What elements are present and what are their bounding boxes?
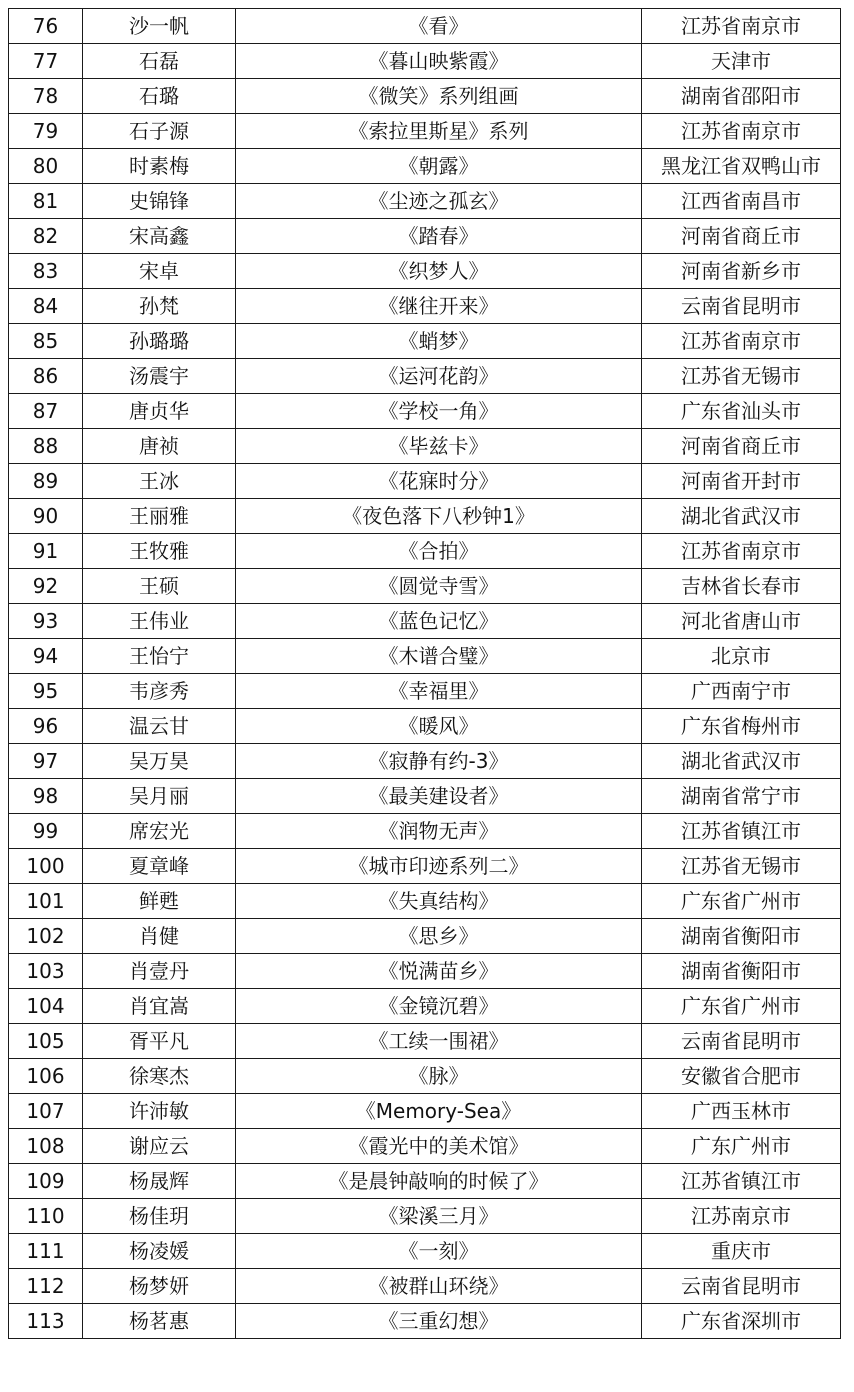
location-cell: 云南省昆明市	[642, 1024, 841, 1059]
table-row	[9, 499, 841, 534]
row-number-cell: 97	[9, 744, 83, 779]
artist-name-cell: 王牧雅	[83, 534, 236, 569]
artist-name-cell: 沙一帆	[83, 9, 236, 44]
row-number-cell: 87	[9, 394, 83, 429]
table-row	[9, 779, 841, 814]
location-cell: 广东省梅州市	[642, 709, 841, 744]
table-row	[9, 44, 841, 79]
row-number-cell: 88	[9, 429, 83, 464]
artwork-title-cell: 《夜色落下八秒钟1》	[236, 499, 642, 534]
table-row	[9, 919, 841, 954]
table-row	[9, 1059, 841, 1094]
artwork-title-cell: 《是晨钟敲响的时候了》	[236, 1164, 642, 1199]
location-cell: 北京市	[642, 639, 841, 674]
artwork-title-cell: 《寂静有约-3》	[236, 744, 642, 779]
artwork-title-cell: 《失真结构》	[236, 884, 642, 919]
artist-name-cell: 杨佳玥	[83, 1199, 236, 1234]
artwork-title-cell: 《梁溪三月》	[236, 1199, 642, 1234]
artist-name-cell: 石子源	[83, 114, 236, 149]
location-cell: 吉林省长春市	[642, 569, 841, 604]
artwork-title-cell: 《脉》	[236, 1059, 642, 1094]
table-row	[9, 534, 841, 569]
artist-name-cell: 唐祯	[83, 429, 236, 464]
table-row	[9, 604, 841, 639]
artwork-title-cell: 《索拉里斯星》系列	[236, 114, 642, 149]
location-cell: 江苏省无锡市	[642, 359, 841, 394]
table-row	[9, 674, 841, 709]
artist-name-cell: 许沛敏	[83, 1094, 236, 1129]
location-cell: 云南省昆明市	[642, 289, 841, 324]
location-cell: 广东广州市	[642, 1129, 841, 1164]
location-cell: 江苏省南京市	[642, 534, 841, 569]
location-cell: 河北省唐山市	[642, 604, 841, 639]
table-row	[9, 289, 841, 324]
location-cell: 湖南省常宁市	[642, 779, 841, 814]
location-cell: 云南省昆明市	[642, 1269, 841, 1304]
row-number-cell: 82	[9, 219, 83, 254]
artist-name-cell: 吴万昊	[83, 744, 236, 779]
location-cell: 广东省广州市	[642, 989, 841, 1024]
artwork-title-cell: 《蛸梦》	[236, 324, 642, 359]
artist-name-cell: 王丽雅	[83, 499, 236, 534]
artist-name-cell: 温云甘	[83, 709, 236, 744]
table-row	[9, 359, 841, 394]
artist-name-cell: 杨凌媛	[83, 1234, 236, 1269]
table-row	[9, 79, 841, 114]
row-number-cell: 80	[9, 149, 83, 184]
artwork-title-cell: 《被群山环绕》	[236, 1269, 642, 1304]
artist-name-cell: 史锦锋	[83, 184, 236, 219]
table-row	[9, 1304, 841, 1339]
row-number-cell: 104	[9, 989, 83, 1024]
table-row	[9, 254, 841, 289]
artist-name-cell: 王冰	[83, 464, 236, 499]
table-row	[9, 989, 841, 1024]
location-cell: 广东省深圳市	[642, 1304, 841, 1339]
artist-name-cell: 肖壹丹	[83, 954, 236, 989]
artwork-title-cell: 《一刻》	[236, 1234, 642, 1269]
table-row	[9, 954, 841, 989]
row-number-cell: 81	[9, 184, 83, 219]
artist-name-cell: 肖健	[83, 919, 236, 954]
table-row	[9, 184, 841, 219]
artist-name-cell: 孙璐璐	[83, 324, 236, 359]
artist-name-cell: 胥平凡	[83, 1024, 236, 1059]
table-row	[9, 569, 841, 604]
location-cell: 江苏南京市	[642, 1199, 841, 1234]
artwork-title-cell: 《最美建设者》	[236, 779, 642, 814]
location-cell: 江苏省镇江市	[642, 1164, 841, 1199]
location-cell: 江苏省南京市	[642, 324, 841, 359]
location-cell: 江西省南昌市	[642, 184, 841, 219]
table-row	[9, 1129, 841, 1164]
table-row	[9, 884, 841, 919]
artist-name-cell: 谢应云	[83, 1129, 236, 1164]
table-row	[9, 9, 841, 44]
row-number-cell: 76	[9, 9, 83, 44]
artwork-title-cell: 《织梦人》	[236, 254, 642, 289]
row-number-cell: 78	[9, 79, 83, 114]
row-number-cell: 86	[9, 359, 83, 394]
artwork-title-cell: 《继往开来》	[236, 289, 642, 324]
artist-name-cell: 王硕	[83, 569, 236, 604]
artwork-title-cell: 《合拍》	[236, 534, 642, 569]
artwork-title-cell: 《暖风》	[236, 709, 642, 744]
table-row	[9, 849, 841, 884]
table-row	[9, 814, 841, 849]
row-number-cell: 101	[9, 884, 83, 919]
table-row	[9, 1199, 841, 1234]
row-number-cell: 89	[9, 464, 83, 499]
row-number-cell: 85	[9, 324, 83, 359]
row-number-cell: 92	[9, 569, 83, 604]
row-number-cell: 93	[9, 604, 83, 639]
artist-name-cell: 席宏光	[83, 814, 236, 849]
location-cell: 广东省广州市	[642, 884, 841, 919]
artwork-title-cell: 《学校一角》	[236, 394, 642, 429]
table-row	[9, 149, 841, 184]
row-number-cell: 84	[9, 289, 83, 324]
row-number-cell: 91	[9, 534, 83, 569]
artwork-title-cell: 《城市印迹系列二》	[236, 849, 642, 884]
artwork-title-cell: 《工续一围裙》	[236, 1024, 642, 1059]
location-cell: 安徽省合肥市	[642, 1059, 841, 1094]
artist-name-cell: 杨晟辉	[83, 1164, 236, 1199]
location-cell: 河南省商丘市	[642, 429, 841, 464]
row-number-cell: 79	[9, 114, 83, 149]
location-cell: 湖南省衡阳市	[642, 954, 841, 989]
artwork-list-table	[8, 8, 841, 1339]
row-number-cell: 100	[9, 849, 83, 884]
artwork-title-cell: 《朝露》	[236, 149, 642, 184]
artwork-title-cell: 《毕兹卡》	[236, 429, 642, 464]
artist-name-cell: 宋高鑫	[83, 219, 236, 254]
location-cell: 湖北省武汉市	[642, 744, 841, 779]
table-row	[9, 219, 841, 254]
row-number-cell: 99	[9, 814, 83, 849]
artist-name-cell: 汤震宇	[83, 359, 236, 394]
row-number-cell: 105	[9, 1024, 83, 1059]
artist-name-cell: 孙梵	[83, 289, 236, 324]
row-number-cell: 113	[9, 1304, 83, 1339]
table-row	[9, 394, 841, 429]
table-row	[9, 1094, 841, 1129]
row-number-cell: 94	[9, 639, 83, 674]
artwork-title-cell: 《润物无声》	[236, 814, 642, 849]
artwork-title-cell: 《看》	[236, 9, 642, 44]
artwork-title-cell: 《圆觉寺雪》	[236, 569, 642, 604]
artwork-title-cell: 《霞光中的美术馆》	[236, 1129, 642, 1164]
artist-name-cell: 王怡宁	[83, 639, 236, 674]
location-cell: 天津市	[642, 44, 841, 79]
row-number-cell: 96	[9, 709, 83, 744]
location-cell: 河南省商丘市	[642, 219, 841, 254]
artist-name-cell: 石璐	[83, 79, 236, 114]
artist-name-cell: 杨茗惠	[83, 1304, 236, 1339]
table-row	[9, 114, 841, 149]
table-body	[9, 9, 841, 1339]
artist-name-cell: 韦彦秀	[83, 674, 236, 709]
table-row	[9, 1164, 841, 1199]
table-row	[9, 324, 841, 359]
artwork-title-cell: 《幸福里》	[236, 674, 642, 709]
row-number-cell: 103	[9, 954, 83, 989]
row-number-cell: 90	[9, 499, 83, 534]
artist-name-cell: 肖宜嵩	[83, 989, 236, 1024]
artwork-title-cell: 《木谱合璧》	[236, 639, 642, 674]
location-cell: 重庆市	[642, 1234, 841, 1269]
row-number-cell: 106	[9, 1059, 83, 1094]
artwork-title-cell: 《尘迹之孤玄》	[236, 184, 642, 219]
table-row	[9, 1269, 841, 1304]
table-row	[9, 639, 841, 674]
location-cell: 江苏省无锡市	[642, 849, 841, 884]
location-cell: 江苏省镇江市	[642, 814, 841, 849]
location-cell: 河南省新乡市	[642, 254, 841, 289]
row-number-cell: 107	[9, 1094, 83, 1129]
table-row	[9, 709, 841, 744]
artwork-title-cell: 《金镜沉碧》	[236, 989, 642, 1024]
artwork-title-cell: 《三重幻想》	[236, 1304, 642, 1339]
artist-name-cell: 宋卓	[83, 254, 236, 289]
row-number-cell: 112	[9, 1269, 83, 1304]
artist-name-cell: 徐寒杰	[83, 1059, 236, 1094]
row-number-cell: 108	[9, 1129, 83, 1164]
table-row	[9, 464, 841, 499]
artwork-title-cell: 《蓝色记忆》	[236, 604, 642, 639]
artist-name-cell: 夏章峰	[83, 849, 236, 884]
artwork-title-cell: 《运河花韵》	[236, 359, 642, 394]
artist-name-cell: 石磊	[83, 44, 236, 79]
row-number-cell: 95	[9, 674, 83, 709]
location-cell: 黑龙江省双鸭山市	[642, 149, 841, 184]
row-number-cell: 110	[9, 1199, 83, 1234]
location-cell: 广东省汕头市	[642, 394, 841, 429]
table-row	[9, 429, 841, 464]
artist-name-cell: 吴月丽	[83, 779, 236, 814]
location-cell: 湖南省邵阳市	[642, 79, 841, 114]
row-number-cell: 102	[9, 919, 83, 954]
row-number-cell: 109	[9, 1164, 83, 1199]
artwork-title-cell: 《踏春》	[236, 219, 642, 254]
artist-name-cell: 鲜甦	[83, 884, 236, 919]
location-cell: 江苏省南京市	[642, 114, 841, 149]
location-cell: 湖南省衡阳市	[642, 919, 841, 954]
artist-name-cell: 王伟业	[83, 604, 236, 639]
artwork-title-cell: 《思乡》	[236, 919, 642, 954]
row-number-cell: 98	[9, 779, 83, 814]
artwork-title-cell: 《Memory-Sea》	[236, 1094, 642, 1129]
artist-name-cell: 时素梅	[83, 149, 236, 184]
artwork-title-cell: 《花寐时分》	[236, 464, 642, 499]
location-cell: 广西玉林市	[642, 1094, 841, 1129]
artist-name-cell: 杨梦妍	[83, 1269, 236, 1304]
row-number-cell: 111	[9, 1234, 83, 1269]
artwork-title-cell: 《微笑》系列组画	[236, 79, 642, 114]
location-cell: 广西南宁市	[642, 674, 841, 709]
location-cell: 江苏省南京市	[642, 9, 841, 44]
table-row	[9, 1024, 841, 1059]
table-row	[9, 744, 841, 779]
location-cell: 湖北省武汉市	[642, 499, 841, 534]
location-cell: 河南省开封市	[642, 464, 841, 499]
table-row	[9, 1234, 841, 1269]
row-number-cell: 77	[9, 44, 83, 79]
artwork-title-cell: 《悦满苗乡》	[236, 954, 642, 989]
artwork-title-cell: 《暮山映紫霞》	[236, 44, 642, 79]
row-number-cell: 83	[9, 254, 83, 289]
artist-name-cell: 唐贞华	[83, 394, 236, 429]
